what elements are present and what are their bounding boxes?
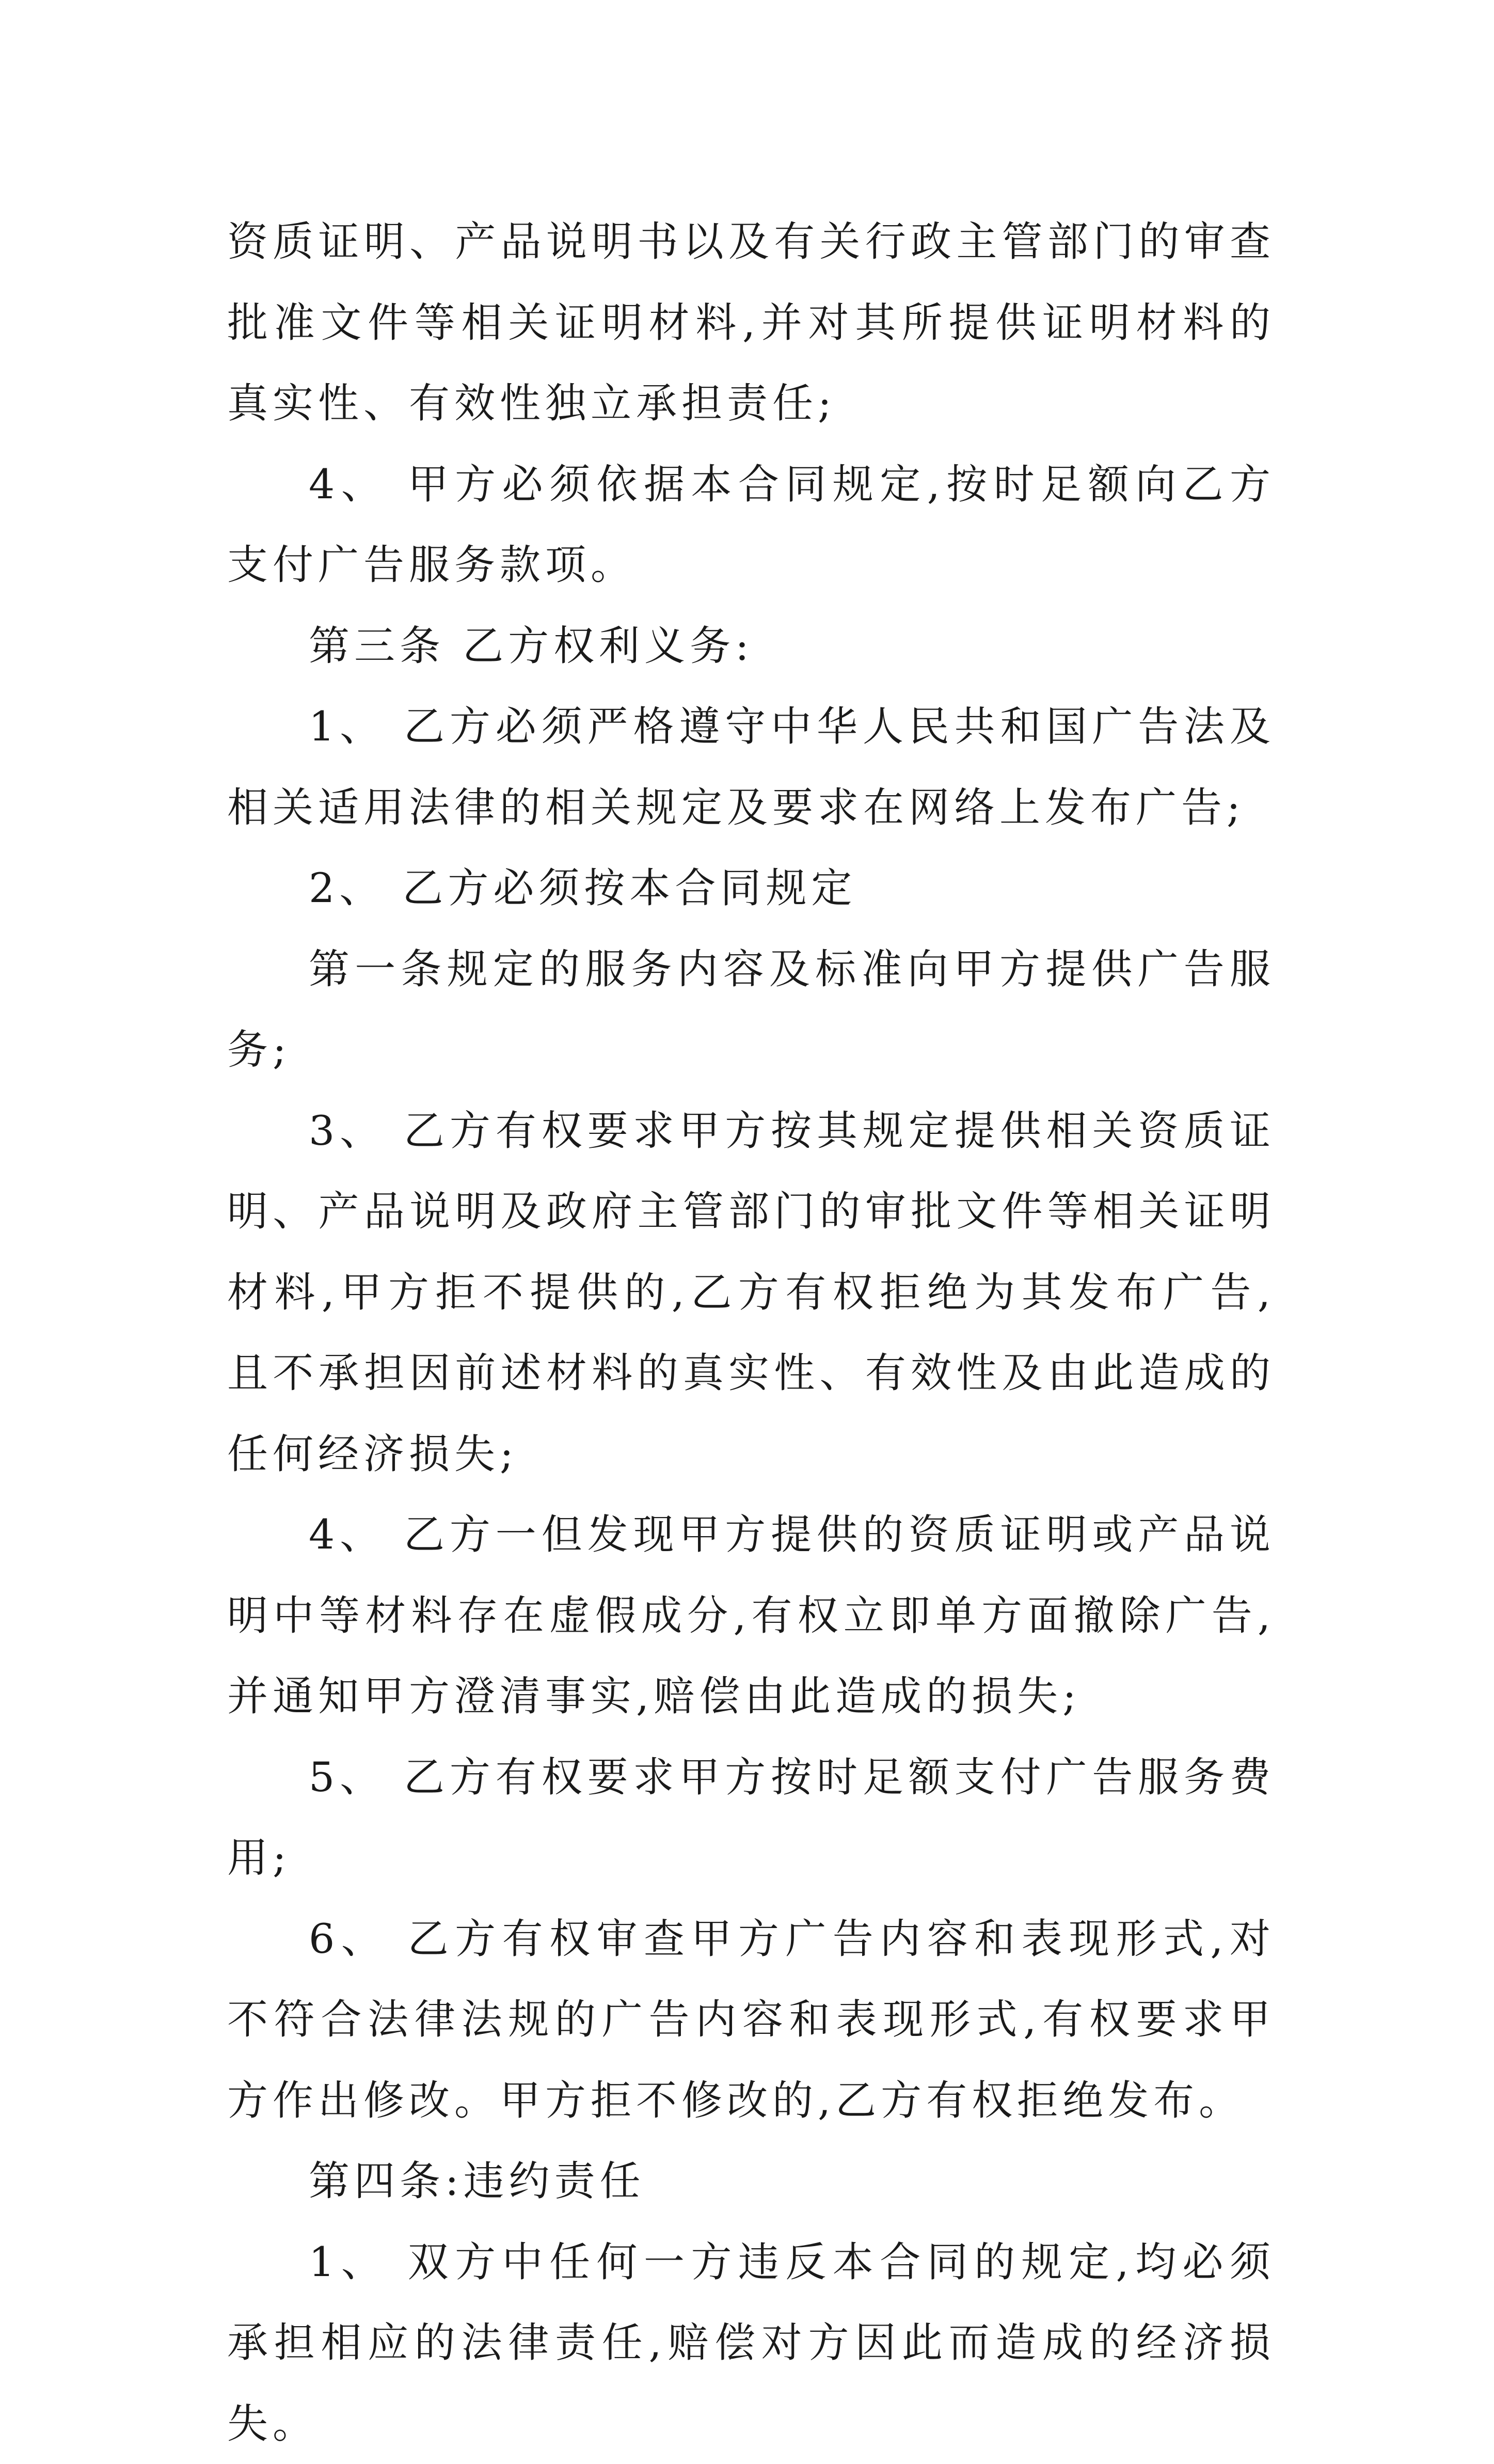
paragraph: 3、 乙方有权要求甲方按其规定提供相关资质证明、产品说明及政府主管部门的审批文件等相关证明材料,甲方拒不提供的,乙方有权拒绝为其发布广告,且不承担因前述材料的真实性、有效性及由此造成的任何经济损失;	[227, 1091, 1275, 1495]
paragraph: 1、 乙方必须严格遵守中华人民共和国广告法及相关适用法律的相关规定及要求在网络上发布广告;	[227, 686, 1275, 848]
paragraph: 2、 乙方必须按本合同规定	[227, 848, 1275, 929]
paragraph: 1、 双方中任何一方违反本合同的规定,均必须承担相应的法律责任,赔偿对方因此而造成的经济损失。	[227, 2222, 1275, 2464]
paragraph: 6、 乙方有权审查甲方广告内容和表现形式,对不符合法律法规的广告内容和表现形式,有权要求甲方作出修改。甲方拒不修改的,乙方有权拒绝发布。	[227, 1899, 1275, 2141]
paragraph: 第一条规定的服务内容及标准向甲方提供广告服务;	[227, 929, 1275, 1091]
paragraph: 5、 乙方有权要求甲方按时足额支付广告服务费用;	[227, 1737, 1275, 1899]
paragraph: 资质证明、产品说明书以及有关行政主管部门的审查批准文件等相关证明材料,并对其所提供证明材料的真实性、有效性独立承担责任;	[227, 201, 1275, 444]
document-body	[227, 201, 1275, 2464]
paragraph: 4、 甲方必须依据本合同规定,按时足额向乙方支付广告服务款项。	[227, 444, 1275, 606]
paragraph: 4、 乙方一但发现甲方提供的资质证明或产品说明中等材料存在虚假成分,有权立即单方面撤除广告,并通知甲方澄清事实,赔偿由此造成的损失;	[227, 1494, 1275, 1737]
section-heading: 第三条 乙方权利义务:	[227, 606, 1275, 687]
section-heading: 第四条:违约责任	[227, 2141, 1275, 2222]
